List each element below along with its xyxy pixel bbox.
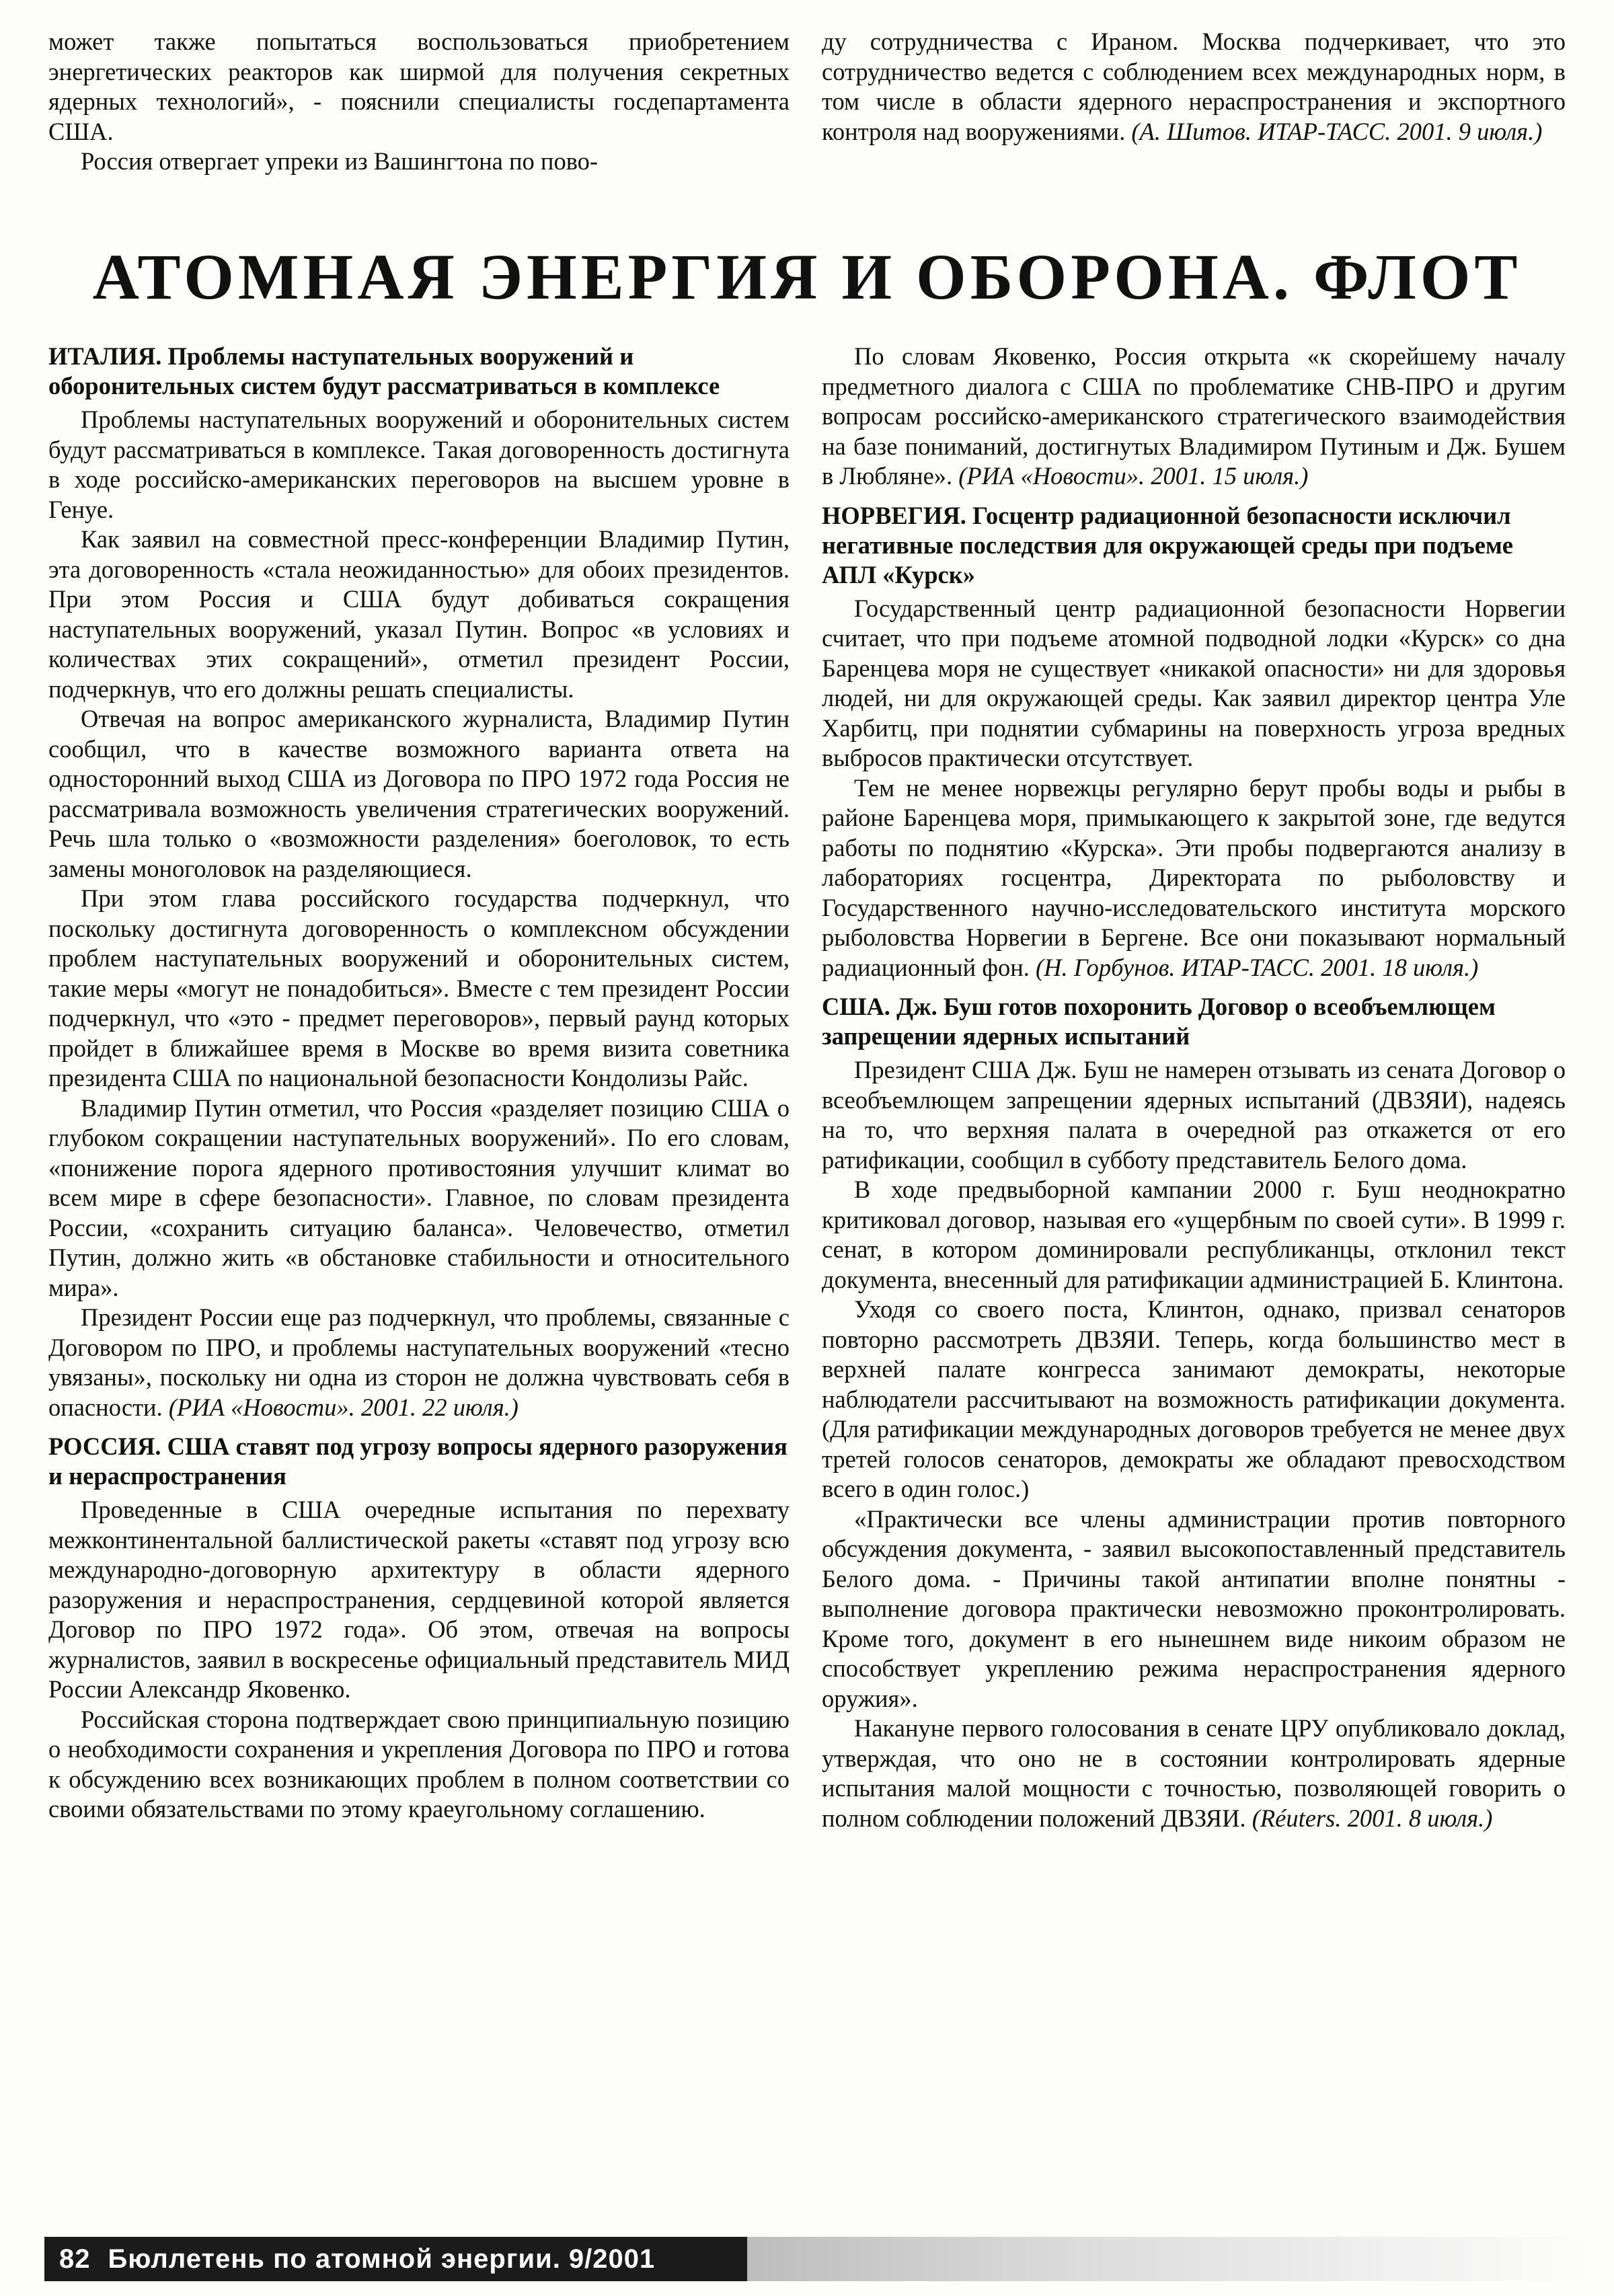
top-right-column (822, 27, 1566, 147)
paragraph: Как заявил на совместной пресс-конференции Владимир Путин, эта договоренность «стала неожиданностью» для обоих президентов. При этом Россия и США будут добиваться сокращения наступательных вооружений, указал Путин. Вопрос «в условиях и количествах этих сокращений», отметил президент России, подчеркнув, что его должны решать специалисты. (48, 525, 790, 703)
paragraph: Государственный центр радиационной безопасности Норвегии считает, что при подъеме атомной подводной лодки «Курск» со дна Баренцева моря не существует «никакой опасности» ни для здоровья людей, ни для окружающей среды. Как заявил директор центра Уле Харбитц, при поднятии субмарины на поверхность угроза вредных выбросов практически отсутствует. (822, 594, 1566, 771)
paragraph-text: Президент России еще раз подчеркнул, что проблемы, связанные с Договором по ПРО, и проблемы наступательных вооружений «тесно увязаны», поскольку ни одна из сторон не должна чувствовать себя в опасности. (48, 1303, 790, 1421)
paragraph: Российская сторона подтверждает свою принципиальную позицию о необходимости сохранения и укрепления Договора по ПРО и готова к обсуждению всех возникающих проблем в полном соответствии со своими обязательствами по этому краеугольному соглашению. (48, 1705, 790, 1823)
source-citation: (Н. Горбунов. ИТАР-ТАСС. 2001. 18 июля.) (1036, 953, 1479, 981)
paragraph-text: ду сотрудничества с Ираном. Москва подчеркивает, что это сотрудничество ведется с соблюдением всех международных норм, в том числе в области ядерного нераспространения и экспортного контроля над вооружениями. (822, 28, 1566, 145)
paragraph: Президент США Дж. Буш не намерен отзывать из сената Договор о всеобъемлющем запрещении ядерных испытаний (ДВЗЯИ), надеясь на то, что верхняя палата в очередной раз откажется от его ратификации, сообщил в субботу представитель Белого дома. (822, 1056, 1566, 1174)
source-citation: (А. Шитов. ИТАР-ТАСС. 2001. 9 июля.) (1131, 117, 1543, 145)
paragraph: Россия отвергает упреки из Вашингтона по пово- (81, 147, 599, 175)
article-heading: НОРВЕГИЯ. Госцентр радиационной безопасности исключил негативные последствия для окружающей среды при подъеме АПЛ «Курск» (822, 501, 1514, 588)
page-number: 82 (59, 2244, 91, 2274)
journal-title: Бюллетень по атомной энергии. 9/2001 (108, 2244, 656, 2274)
paragraph: В ходе предвыборной кампании 2000 г. Буш неоднократно критиковал договор, называя его «ущербным по своей сути». В 1999 г. сенат, в котором доминировали республиканцы, отклонил текст документа, внесенный для ратификации администрацией Б. Клинтона. (822, 1176, 1566, 1293)
right-column (822, 342, 1566, 1833)
paragraph: Владимир Путин отметил, что Россия «разделяет позицию США о глубоком сокращении наступательных вооружений». По его словам, «понижение порога ядерного противостояния улучшит климат во всем мире в сфере безопасности». Главное, по словам президента России, «сохранить ситуацию баланса». Человечество, отметил Путин, должно жить «в обстановке стабильности и относительного мира». (48, 1094, 790, 1301)
paragraph: Уходя со своего поста, Клинтон, однако, призвал сенаторов повторно рассмотреть ДВЗЯИ. Теперь, когда большинство мест в верхней палате конгресса занимают демократы, некоторые наблюдатели рассчитывают на возможность ратификации документа. (Для ратификации международных договоров требуется не менее двух третей голосов сенаторов, демократы же обладают превосходством всего в один голос.) (822, 1295, 1566, 1502)
top-left-column (48, 27, 790, 177)
paragraph: Проведенные в США очередные испытания по перехвату межконтинентальной баллистической ракеты «ставят под угрозу всю международно-договорную архитектуру в области ядерного разоружения и нераспространения, сердцевиной которой является Договор по ПРО 1972 года». Об этом, отвечая на вопросы журналистов, заявил в воскресенье официальный представитель МИД России Александр Яковенко. (48, 1496, 790, 1703)
article-heading: США. Дж. Буш готов похоронить Договор о всеобъемлющем запрещении ядерных испытаний (822, 993, 1496, 1050)
article-heading: ИТАЛИЯ. Проблемы наступательных вооружений и оборонительных систем будут рассматриваться в комплексе (48, 342, 720, 399)
source-citation: (РИА «Новости». 2001. 15 июля.) (958, 462, 1309, 490)
source-citation: (Réuters. 2001. 8 июля.) (1252, 1804, 1493, 1832)
source-citation: (РИА «Новости». 2001. 22 июля.) (168, 1393, 518, 1421)
paragraph-text: Тем не менее норвежцы регулярно берут пробы воды и рыбы в районе Баренцева моря, примыкающего к закрытой зоне, где ведутся работы по поднятию «Курска». Эти пробы подвергаются анализу в лабораториях госцентра, Директората по рыболовству и Государственного научно-исследовательского института морского рыболовства Норвегии в Бергене. Все они показывают нормальный радиационный фон. (822, 773, 1566, 981)
paragraph (822, 773, 1566, 983)
paragraph: При этом глава российского государства подчеркнул, что поскольку достигнута договоренность о комплексном обсуждении проблем наступательных вооружений и оборонительных систем, такие меры «могут не понадобиться». Вместе с тем президент России подчеркнул, что «это - предмет переговоров», первый раунд которых пройдет в ближайшее время в Москве во время визита советника президента США по национальной безопасности Кондолизы Райс. (48, 884, 790, 1092)
section-title: АТОМНАЯ ЭНЕРГИЯ И ОБОРОНА. ФЛОТ (92, 241, 1522, 313)
paragraph: может также попытаться воспользоваться приобретением энергетических реакторов как ширмой для получения секретных ядерных технологий», - пояснили специалисты госдепартамента США. (48, 28, 790, 145)
paragraph: Отвечая на вопрос американского журналиста, Владимир Путин сообщил, что в качестве возможного варианта ответа на односторонний выход США из Договора по ПРО 1972 года Россия не рассматривала возможность увеличения стратегических вооружений. Речь шла только о «возможности разделения» боеголовок, то есть замены моноголовок на разделяющиеся. (48, 705, 790, 882)
paragraph (822, 1714, 1566, 1833)
article-heading: РОССИЯ. США ставят под угрозу вопросы ядерного разоружения и нераспространения (48, 1432, 787, 1490)
left-column (48, 342, 790, 1825)
paragraph-text: По словам Яковенко, Россия открыта «к скорейшему началу предметного диалога с США по проблематике СНВ-ПРО и другим вопросам российско-американского стратегического взаимодействия на базе пониманий, достигнутых Владимиром Путиным и Дж. Бушем в Любляне». (822, 342, 1566, 490)
paragraph (822, 342, 1566, 492)
paragraph: «Практически все члены администрации против повторного обсуждения документа, - заявил высокопоставленный представитель Белого дома. - Причины такой антипатии вполне понятны - выполнение договора практически невозможно проконтролировать. Кроме того, документ в его нынешнем виде никоим образом не способствует укреплению режима нераспространения ядерного оружия». (822, 1504, 1566, 1712)
paragraph (48, 1303, 790, 1422)
footer-band (747, 2237, 1588, 2281)
paragraph (822, 27, 1566, 147)
page-footer (44, 2237, 747, 2281)
paragraph-text: Накануне первого голосования в сенате ЦРУ опубликовало доклад, утверждая, что оно не в состоянии контролировать ядерные испытания малой мощности с точностью, позволяющей говорить о полном соблюдении положений ДВЗЯИ. (822, 1714, 1566, 1832)
paragraph: Проблемы наступательных вооружений и оборонительных систем будут рассматриваться в комплексе. Такая договоренность достигнута в ходе российско-американских переговоров на высшем уровне в Генуе. (48, 406, 790, 523)
